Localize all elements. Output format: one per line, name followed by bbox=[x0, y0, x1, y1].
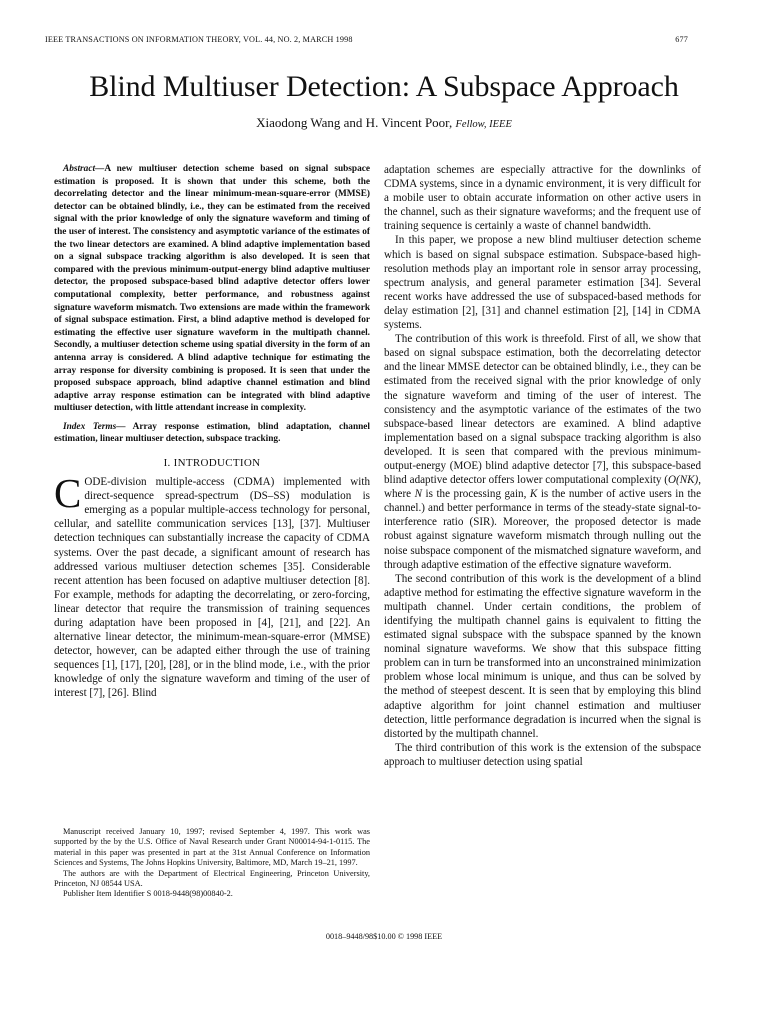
math-n: N bbox=[414, 488, 423, 501]
paragraph-contribution-3: The third contribution of this work is the extension of the subspace approach to multiuser detection using spatial bbox=[384, 741, 701, 768]
math-k: K bbox=[529, 488, 538, 501]
section-title-rest: NTRODUCTION bbox=[177, 457, 261, 470]
page-number: 677 bbox=[675, 35, 688, 44]
math-complexity: O(NK) bbox=[668, 474, 699, 487]
footnote-publisher-id: Publisher Item Identifier S 0018-9448(98)00840-2. bbox=[63, 889, 233, 899]
contribution-1-text-a: The contribution of this work is threefold. First of all, we show that based on signal subspace estimation, both the decorrelating detector and the linear MMSE detector can be obtained blindly, i.e., they can be estimated from the received signal with the prior knowledge of only the signature waveform and timing of the user of interest. The consistency and the asymptotic variance of the estimates of the two subspace-based linear detectors are examined. A blind adaptive implementation based on a signal subspace tracking algorithm is also developed. It is seen that compared with the previous minimum-output-energy (MOE) blind adaptive detector [7], this subspace-based blind adaptive detector offers lower computational complexity ( bbox=[384, 333, 701, 487]
contribution-1-text-d: is the number of active users in the channel.) and better performance in terms of the steady-state signal-to-interference ratio (SIR). Moreover, the proposed detector is made robust against signature waveform mismatch through nulling out the noise subspace component of the mismatched signature waveform, and through adaptive estimation of the effective signature waveform. bbox=[384, 488, 702, 571]
footnotes bbox=[54, 827, 370, 900]
author-names: Xiaodong Wang and H. Vincent Poor, bbox=[256, 115, 453, 130]
paragraph-proposal: In this paper, we propose a new blind multiuser detection scheme which is based on signal subspace estimation. Subspace-based high-resolution methods play an important role in sensor array processing, spectrum analysis, and general parameter estimation [34]. Several recent works have addressed the use of subspaced-based methods for delay estimation [2], [31] and channel estimation [2], [14] in CDMA systems. bbox=[384, 234, 701, 332]
abstract-label: Abstract— bbox=[63, 164, 105, 174]
section-first-letter: I bbox=[173, 457, 178, 470]
paragraph-contribution-2: The second contribution of this work is the development of a blind adaptive method for estimating the effective signature waveform in the multipath channel. Under certain conditions, the problem of identifying the multipath channel gains is equivalent to fitting the estimated signal subspace with the subspace spanned by the known nominal signature waveforms. We show that this subspace fitting problem can in turn be transformed into an unconstrained minimization problem whose local minimum is unique, and thus can be solved by the method of steepest descent. It is seen that by employing this blind adaptive algorithm for joint channel estimation and multiuser detection, little performance degradation is incurred when the signal is distorted by the multipath channel. bbox=[384, 572, 702, 740]
abstract-text: A new multiuser detection scheme based on signal subspace estimation is proposed. It is shown that under this scheme, both the decorrelating detector and the linear minimum-mean-square-error (MMSE) detector can be obtained blindly, i.e., they can be estimated from the received signal with the prior knowledge of only the signature waveform and timing of the user of interest. The consistency and asymptotic variance of the estimates of the two linear detectors are examined. A blind adaptive implementation based on a signal subspace tracking algorithm is also developed. It is seen that compared with the previous minimum-output-energy blind adaptive multiuser detector, the proposed subspace-based blind adaptive detector offers lower computational complexity, better performance, and robustness against signature waveform mismatch. Two extensions are made within the framework of signal subspace estimation. First, a blind adaptive method is developed for estimating the effective user signature waveform in the multipath channel. Secondly, a multiuser detection scheme using spatial diversity in the form of an antenna array is considered. A blind adaptive technique for estimating the array response for diversity combining is proposed. It is seen that under the proposed subspace approach, blind adaptive channel estimation and blind adaptive array response estimation can be integrated with blind adaptive multiuser detection, with little attendant increase in complexity. bbox=[54, 164, 370, 414]
drop-cap: C bbox=[54, 470, 82, 517]
index-terms-text: Array response estimation, blind adaptation, channel estimation, linear multiuser detection, subspace tracking. bbox=[54, 421, 370, 445]
left-column bbox=[54, 163, 370, 701]
section-number: I. bbox=[163, 457, 171, 470]
intro-paragraph-1 bbox=[54, 470, 370, 701]
footnote-manuscript: Manuscript received January 10, 1997; revised September 4, 1997. This work was supported by the by the U.S. Office of Naval Research under Grant N00014-94-1-0115. The material in this paper was presented in part at the 31st Annual Conference on Information Sciences and Systems, The Johns Hopkins University, Baltimore, MD, March 19–21, 1997. bbox=[54, 827, 370, 868]
index-terms bbox=[54, 421, 370, 446]
section-heading-introduction bbox=[54, 457, 370, 470]
journal-name: IEEE TRANSACTIONS ON INFORMATION THEORY, VOL. 44, NO. 2, MARCH 1998 bbox=[45, 35, 353, 44]
paper-title: Blind Multiuser Detection: A Subspace Approach bbox=[89, 70, 679, 103]
author-affiliation-note: Fellow, IEEE bbox=[455, 119, 512, 130]
abstract bbox=[54, 163, 370, 415]
right-column bbox=[384, 163, 701, 769]
contribution-1-text-c: is the processing gain, bbox=[422, 488, 530, 501]
right-column-text bbox=[384, 163, 701, 769]
author-line bbox=[0, 115, 768, 133]
intro-paragraph-1-text: ODE-division multiple-access (CDMA) implemented with direct-sequence spread-spectrum (DS–SS) modulation is emerging as a popular multiple-access technology for personal, cellular, and satellite communication services [13], [37]. Multiuser detection techniques can substantially increase the capacity of CDMA systems. Over the past decade, a significant amount of research has addressed various multiuser detection schemes [35]. Considerable recent attention has been focused on adaptive multiuser detection [8]. For example, methods for adapting the decorrelating, or zero-forcing, linear detector that require the transmission of training sequences during adaptation have been proposed in [4], [21], and [22]. An alternative linear detector, the minimum-mean-square-error (MMSE) detector, however, can be adapted either through the use of training sequences [1], [17], [20], [28], or in the blind mode, i.e., with the prior knowledge of only the signature waveform and timing of the user of interest [7], [26]. Blind bbox=[54, 476, 370, 700]
paragraph-continuation: adaptation schemes are especially attractive for the downlinks of CDMA systems, since in a dynamic environment, it is very difficult for a mobile user to obtain accurate information on other active users in the channel, such as their signature waveforms; and the frequent use of training sequence is certainly a waste of channel bandwidth. bbox=[384, 164, 701, 233]
contribution-1-text-b: , where bbox=[384, 474, 701, 501]
copyright-line: 0018–9448/98$10.00 © 1998 IEEE bbox=[325, 932, 443, 941]
index-terms-label: Index Terms— bbox=[63, 421, 126, 432]
introduction-text bbox=[54, 470, 370, 701]
paragraph-contribution-1 bbox=[384, 332, 701, 572]
footnote-authors: The authors are with the Department of Electrical Engineering, Princeton University, Princeton, NJ 08544 USA. bbox=[54, 868, 370, 889]
